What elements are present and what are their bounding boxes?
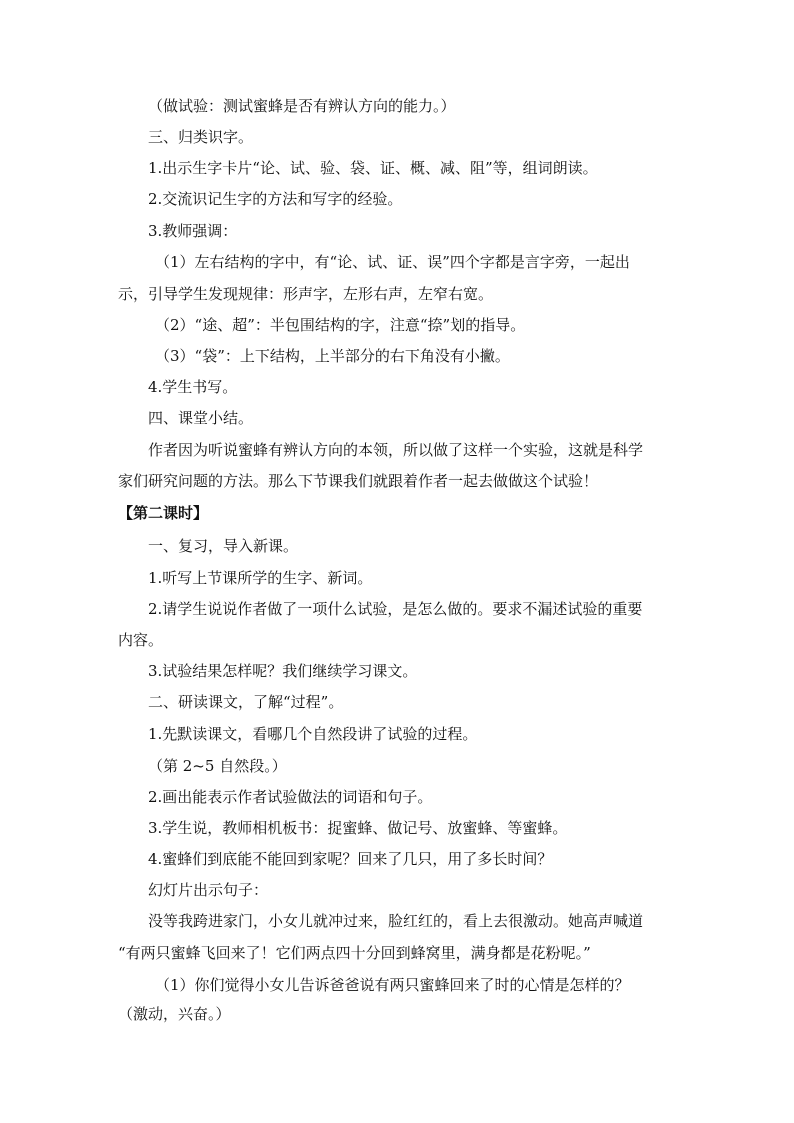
paragraph-line: 1.听写上节课所学的生字、新词。 xyxy=(148,569,373,587)
section-heading: 四、课堂小结。 xyxy=(148,409,254,427)
paragraph-line: 2.交流识记生字的方法和写字的经验。 xyxy=(148,190,403,208)
paragraph-line: （激动，兴奋。） xyxy=(118,1005,231,1023)
paragraph-line: 3.学生说，教师相机板书：捉蜜蜂、做记号、放蜜蜂、等蜜蜂。 xyxy=(148,819,568,837)
lesson-heading: 【第二课时】 xyxy=(118,504,209,522)
paragraph-line: 3.试验结果怎样呢？我们继续学习课文。 xyxy=(148,662,418,680)
paragraph-line: （做试验：测试蜜蜂是否有辨认方向的能力。） xyxy=(148,97,456,115)
paragraph-line: 作者因为听说蜜蜂有辨认方向的本领，所以做了这样一个实验，这就是科学 xyxy=(148,441,644,459)
paragraph-line: （第 2~5 自然段。） xyxy=(148,757,287,775)
paragraph-line: 1.先默读课文，看哪几个自然段讲了试验的过程。 xyxy=(148,725,478,743)
paragraph-line: （1）你们觉得小女儿告诉爸爸说有两只蜜蜂回来了时的心情是怎样的？ xyxy=(155,976,630,994)
paragraph-line: 3.教师强调： xyxy=(148,222,238,240)
quote-line: “有两只蜜蜂飞回来了！它们两点四十分回到蜂窝里，满身都是花粉呢。” xyxy=(118,944,591,962)
paragraph-line: 内容。 xyxy=(118,631,164,649)
section-heading: 一、复习，导入新课。 xyxy=(148,537,299,555)
section-heading: 二、研读课文，了解“过程”。 xyxy=(148,693,344,711)
paragraph-line: 1.出示生字卡片“论、试、验、袋、证、概、减、阻”等，组词朗读。 xyxy=(148,159,598,177)
section-heading: 三、归类识字。 xyxy=(148,128,254,146)
paragraph-line: 4.学生书写。 xyxy=(148,378,238,396)
paragraph-line: （2）“途、超”：半包围结构的字，注意“捺”划的指导。 xyxy=(155,316,526,334)
paragraph-line: （3）“袋”：上下结构，上半部分的右下角没有小撇。 xyxy=(155,347,510,365)
paragraph-line: 2.画出能表示作者试验做法的词语和句子。 xyxy=(148,788,433,806)
paragraph-line: 家们研究问题的方法。那么下节课我们就跟着作者一起去做做这个试验！ xyxy=(118,472,599,490)
paragraph-line: 幻灯片出示句子： xyxy=(148,881,269,899)
paragraph-line: 4.蜜蜂们到底能不能回到家呢？回来了几只，用了多长时间？ xyxy=(148,850,553,868)
quote-line: 没等我跨进家门，小女儿就冲过来，脸红红的，看上去很激动。她高声喊道 xyxy=(148,912,644,930)
paragraph-line: 示，引导学生发现规律：形声字，左形右声，左窄右宽。 xyxy=(118,285,494,303)
paragraph-line: （1）左右结构的字中，有“论、试、证、误”四个字都是言字旁，一起出 xyxy=(155,253,630,271)
paragraph-line: 2.请学生说说作者做了一项什么试验，是怎么做的。要求不漏述试验的重要 xyxy=(148,600,643,618)
